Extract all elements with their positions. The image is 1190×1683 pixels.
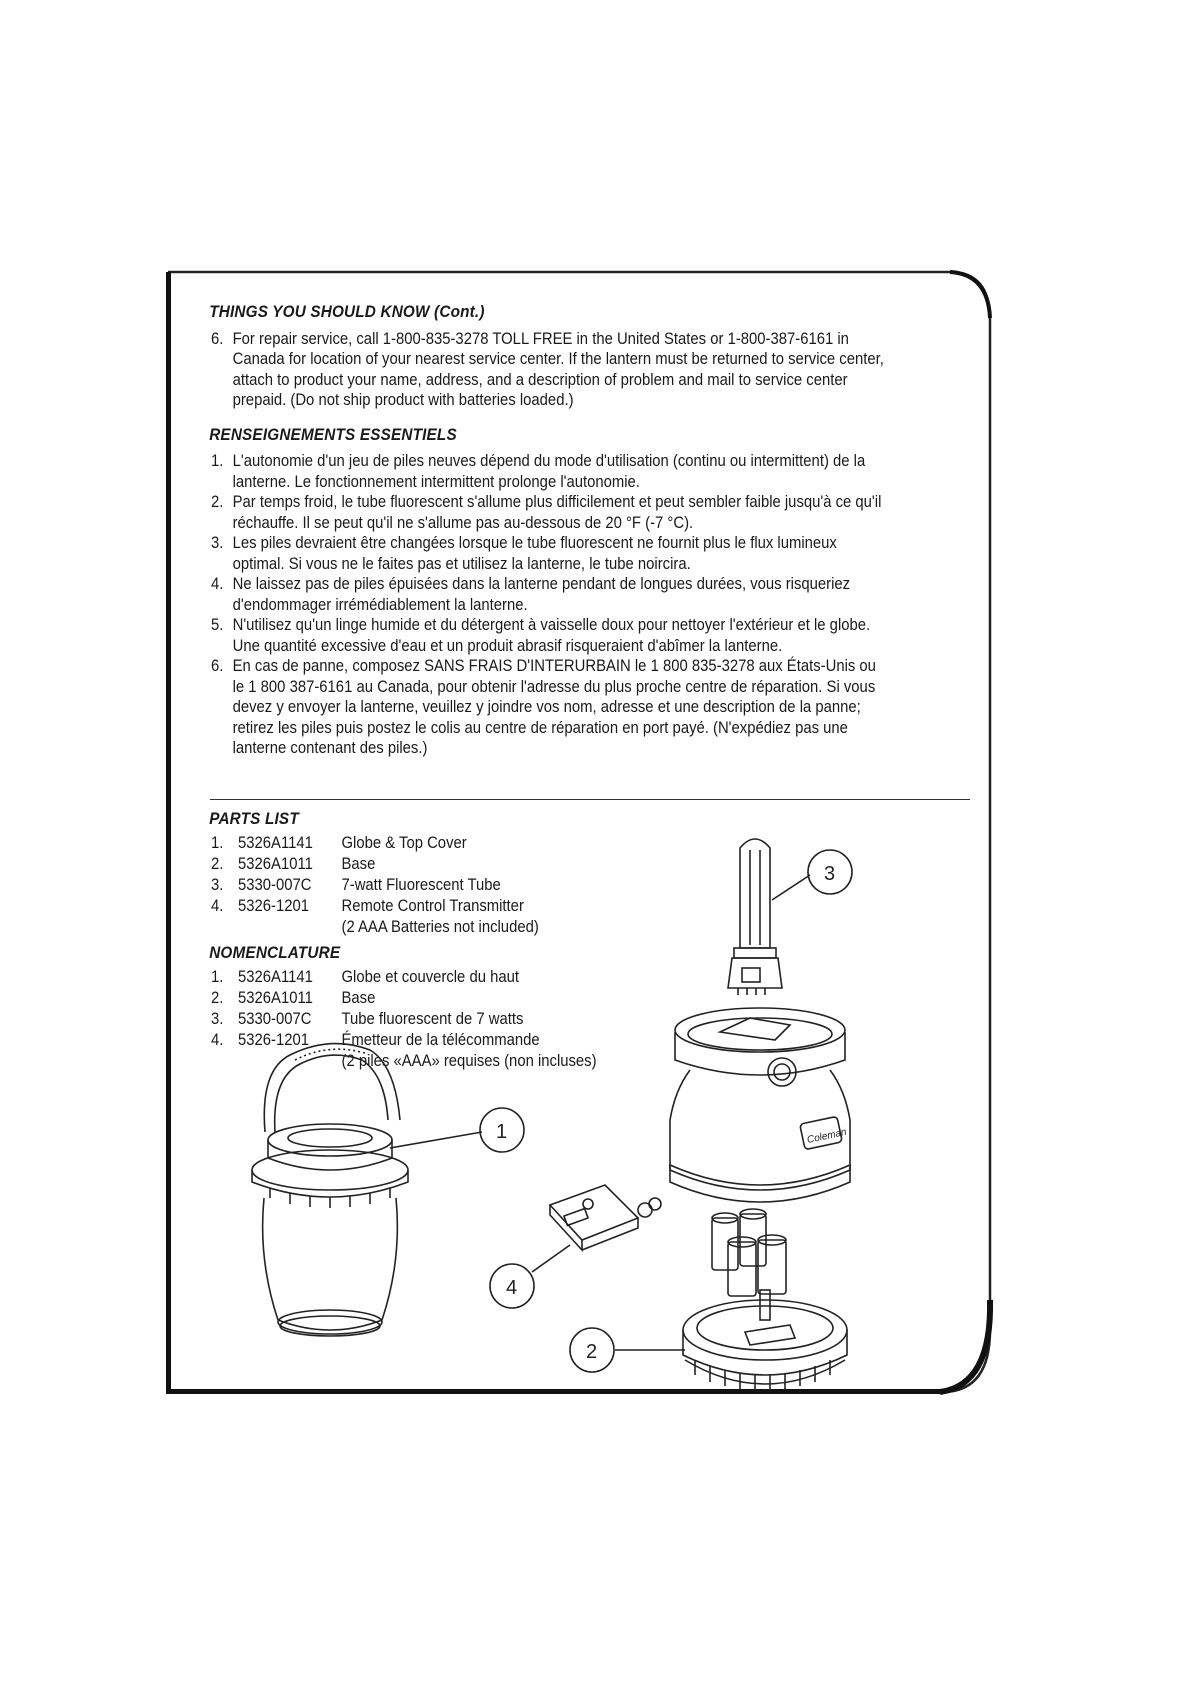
parts-row: 4. 5326-1201 Remote Control Transmitter <box>211 897 524 915</box>
list-item: 3. Les piles devraient être changées lorsque le tube fluorescent ne fournit plus le flux lumineux optimal. Si vous ne le faites pas et utilisez la lanterne, le tube noircira. <box>211 534 837 573</box>
fluorescent-tube-drawing <box>728 839 810 995</box>
list-item: 2. Par temps froid, le tube fluorescent s'allume plus difficilement et peut sembler faible jusqu'à ce qu'il réchauffe. Il se peut qu'il ne s'allume pas au-dessous de 20 °F (-7 °C). <box>211 493 882 532</box>
list-item: 1. L'autonomie d'un jeu de piles neuves dépend du mode d'utilisation (continu ou intermittent) de la lanterne. Le fonctionnement intermittent prolonge l'autonomie. <box>211 452 866 491</box>
nomenclature-row: (2 piles «AAA» requises (non incluses) <box>341 1052 597 1070</box>
parts-row: (2 AAA Batteries not included) <box>341 918 539 936</box>
base-cover-drawing <box>615 1290 847 1391</box>
nomenclature-row: 1. 5326A1141 Globe et couvercle du haut <box>211 968 519 986</box>
lantern-base-unit-drawing <box>670 1008 850 1202</box>
parts-row: 2. 5326A1011 Base <box>211 855 376 873</box>
section-heading: RENSEIGNEMENTS ESSENTIELS <box>209 424 457 444</box>
callout-2-label: 2 <box>586 1341 598 1363</box>
parts-row: 3. 5330-007C 7-watt Fluorescent Tube <box>211 876 501 894</box>
callout-4-label: 4 <box>506 1277 518 1299</box>
globe-and-top-cover-drawing <box>252 1044 482 1336</box>
nomenclature-row: 4. 5326-1201 Émetteur de la télécommande <box>211 1031 540 1049</box>
parts-illustration <box>250 820 950 1410</box>
parts-list-heading: PARTS LIST <box>209 809 299 828</box>
renseignements-section <box>211 425 891 759</box>
parts-row: 1. 5326A1141 Globe & Top Cover <box>211 834 467 852</box>
nomenclature-row: 3. 5330-007C Tube fluorescent de 7 watts <box>211 1010 524 1028</box>
callout-3-label: 3 <box>824 863 836 885</box>
instructions-block <box>211 302 891 773</box>
section-divider <box>210 799 970 800</box>
nomenclature-row: 2. 5326A1011 Base <box>211 989 376 1007</box>
section-heading: THINGS YOU SHOULD KNOW (Cont.) <box>209 302 485 321</box>
list-item: 4. Ne laissez pas de piles épuisées dans la lanterne pendant de longues durées, vous risqueriez d'endommager irrémédiablement la lanterne. <box>211 575 851 614</box>
coleman-logo: Coleman <box>806 1126 848 1146</box>
batteries-drawing <box>712 1209 786 1296</box>
list-item: 6. For repair service, call 1-800-835-3278 TOLL FREE in the United States or 1-800-387-6161 in Canada for location of your nearest service center. If the lantern must be returned to service center, attach to product your name, address, and a description of problem and mail to service center prepaid. (Do not ship product with batteries loaded.) <box>211 329 884 409</box>
nomenclature-heading: NOMENCLATURE <box>209 943 341 962</box>
things-you-should-know-section <box>211 302 891 411</box>
remote-transmitter-drawing <box>532 1185 661 1272</box>
list-item: 5. N'utilisez qu'un linge humide et du détergent à vaisselle doux pour nettoyer l'extérieur et le globe. Une quantité excessive d'eau et un produit abrasif risqueraient d'abîmer la lanterne. <box>211 616 871 655</box>
list-item: 6. En cas de panne, composez SANS FRAIS D'INTERURBAIN le 1 800 835-3278 aux États-Unis ou le 1 800 387-6161 au Canada, pour obtenir l'adresse du plus proche centre de réparation. Si vous devez y envoyer la lanterne, veuillez y joindre vos nom, adresse et une description de la panne; retirez les piles puis postez le colis au centre de réparation en port payé. (N'expédiez pas une lanterne contenant des piles.) <box>211 657 876 757</box>
callout-1-label: 1 <box>496 1121 508 1143</box>
